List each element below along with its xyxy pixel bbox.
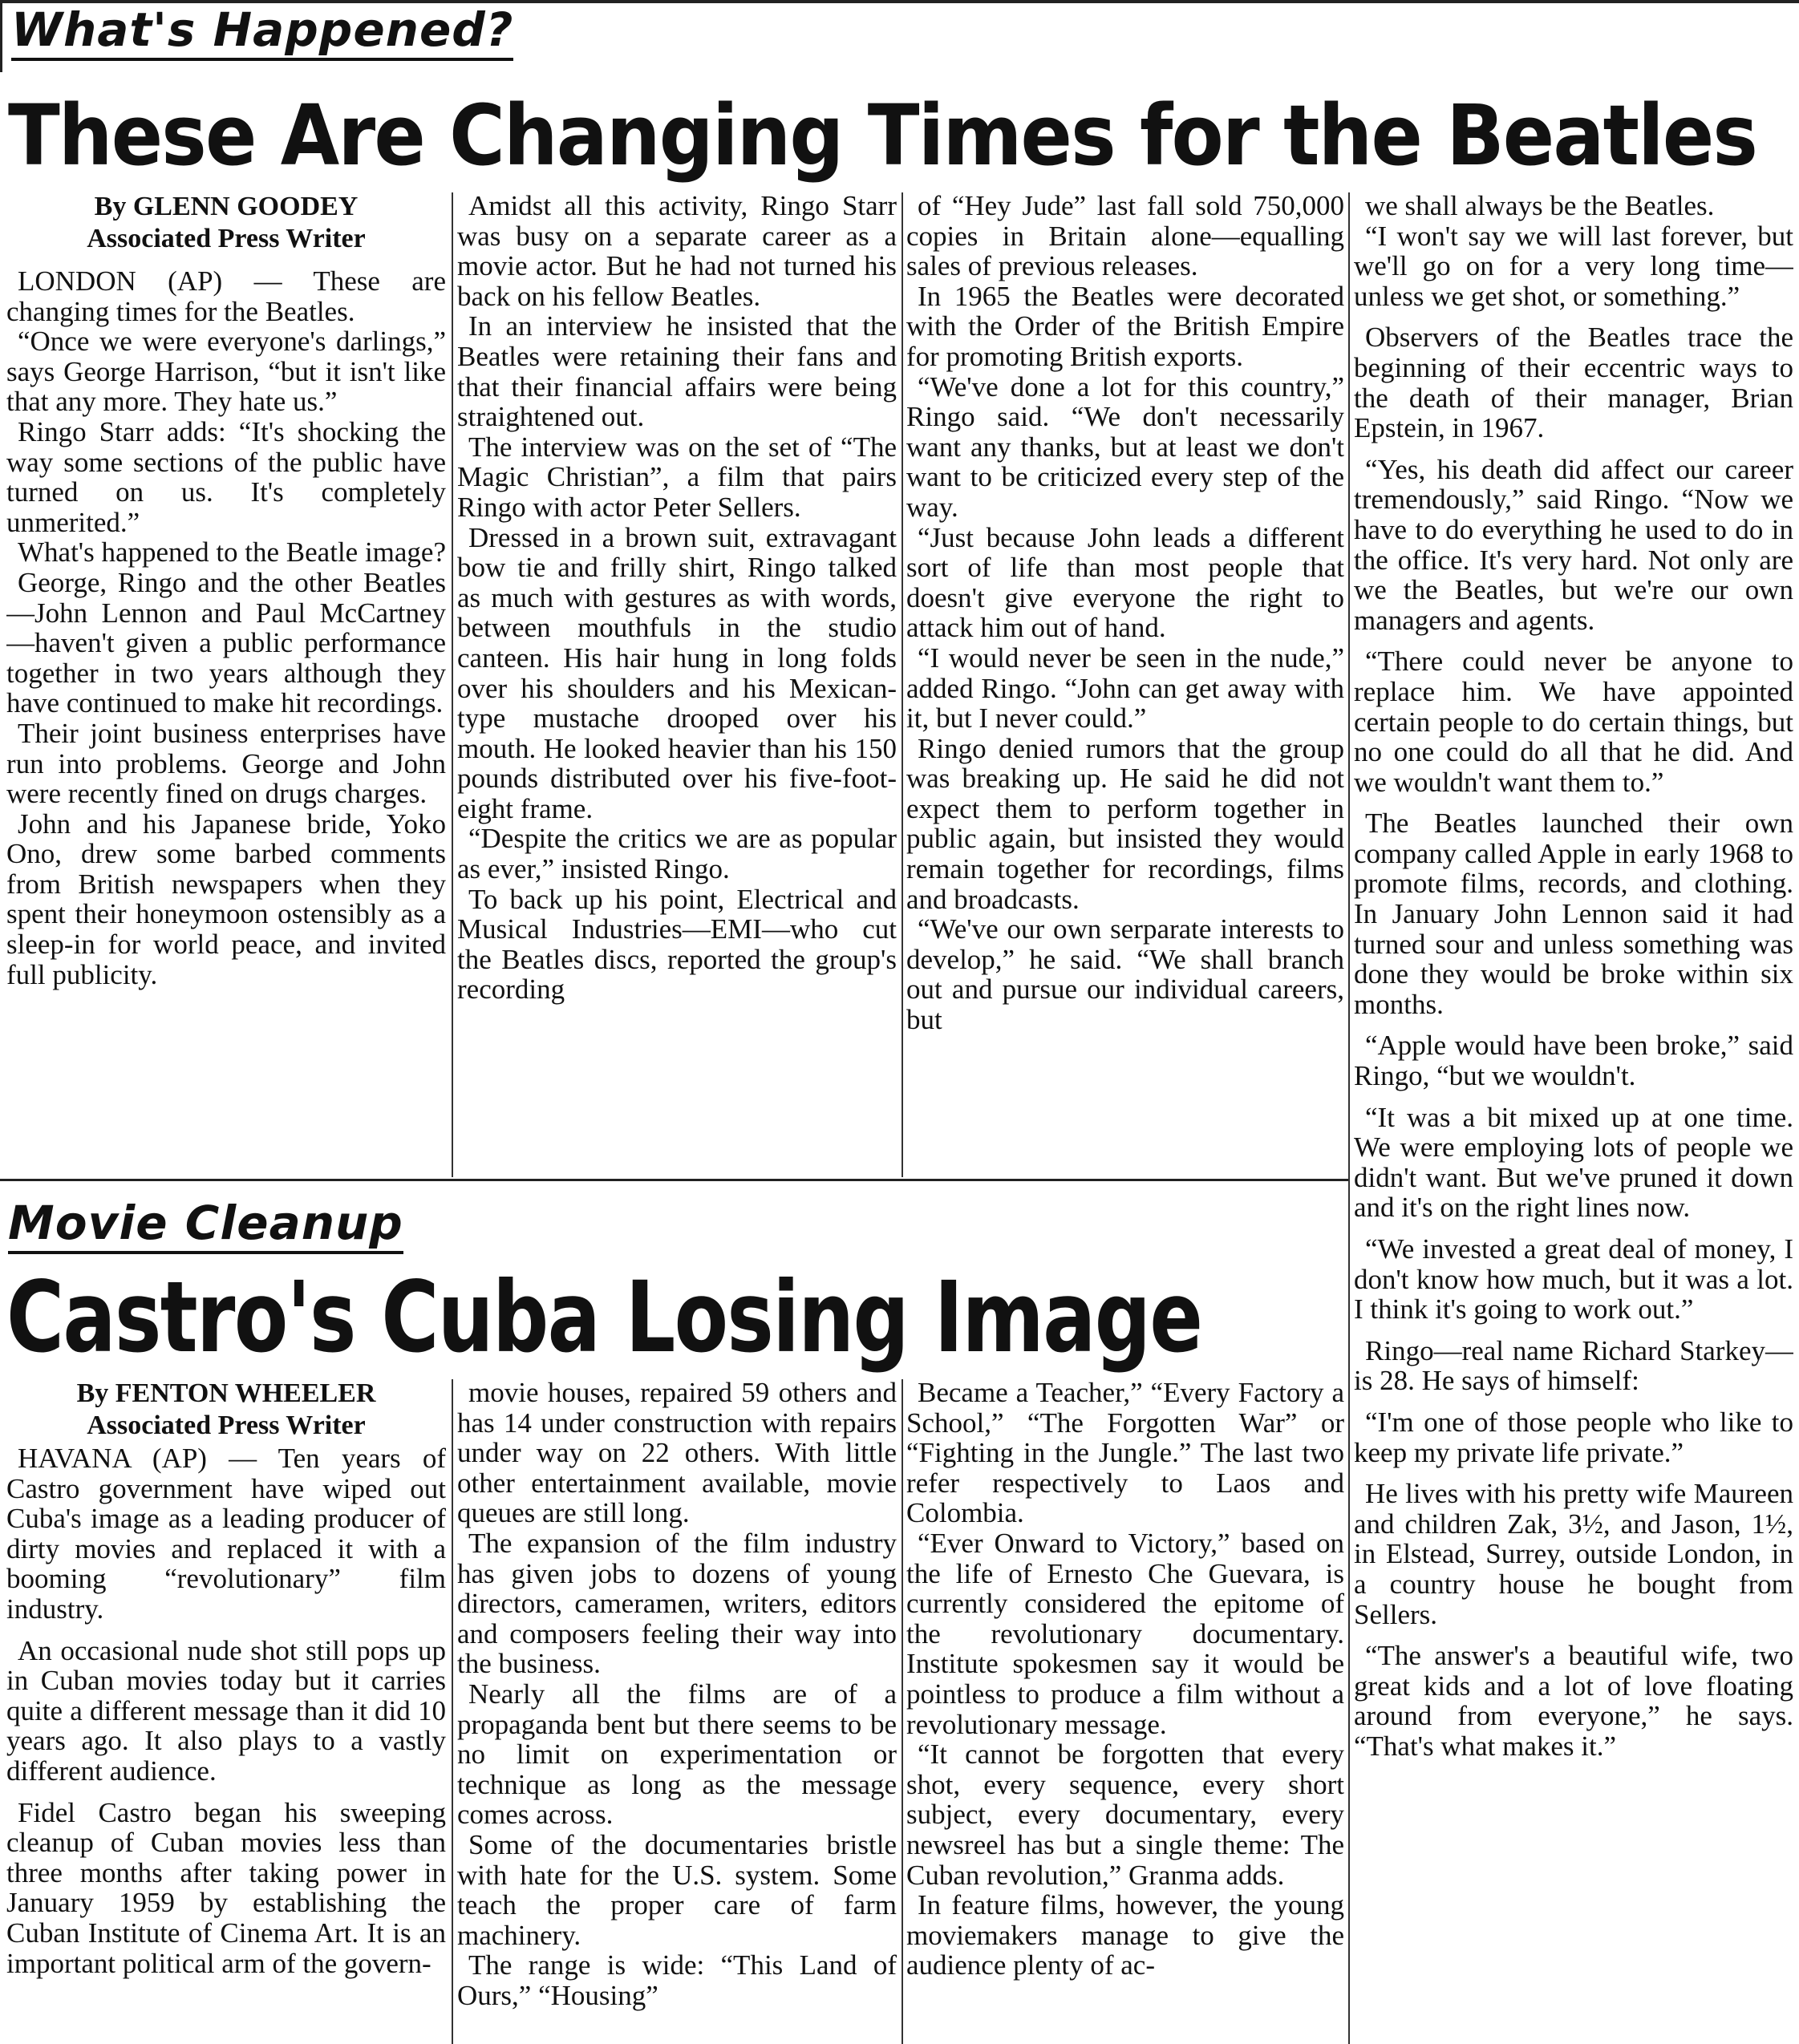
paragraph: we shall always be the Beatles. [1365,191,1715,221]
paragraph: “We invested a great deal of money, I don't know how much, but it was a lot. I think it's going to work out.” [1354,1233,1793,1326]
article2-kicker: Movie Cleanup [8,1195,403,1254]
column-divider [902,192,903,1177]
paragraph: “Apple would have been broke,” said Ringo, “but we wouldn't. [1354,1030,1793,1092]
article1-column-3 [906,191,1344,1179]
byline-role: Associated Press Writer [87,1411,366,1440]
article1-byline [6,191,446,255]
paragraph: LONDON (AP) — These are changing times for the Beatles. [6,265,446,327]
paragraph: The range is wide: “This Land of Ours,” “Housing” [457,1949,897,2011]
paragraph: movie houses, repaired 59 others and has 14 under construction with repairs under way on 22 others. With little other entertainment available, movie queues are still long. [457,1378,897,1529]
article2-headline: Castro's Cuba Losing Image [6,1261,1202,1374]
paragraph: “Once we were everyone's darlings,” says George Harrison, “but it isn't like that any more. They hate us.” [6,326,446,418]
paragraph: What's happened to the Beatle image? [18,536,446,569]
paragraph: In an interview he insisted that the Beatles were retaining their fans and that their financial affairs were being straightened out. [457,310,897,433]
paragraph: In 1965 the Beatles were decorated with the Order of the British Empire for promoting British exports. [906,280,1344,372]
paragraph: To back up his point, Electrical and Musical Industries—EMI—who cut the Beatles discs, reported the group's recording [457,883,897,1006]
paragraph: “I would never be seen in the nude,” added Ringo. “John can get away with it, but I never could.” [906,642,1344,735]
paragraph: “There could never be anyone to replace him. We have appointed certain people to do certain things, but no one could do all that he did. And we wouldn't want them to.” [1354,646,1793,798]
byline-author: By GLENN GOODEY [94,192,359,221]
paragraph: Fidel Castro began his sweeping cleanup of Cuban movies less than three months after taking power in January 1959 by establishing the Cuban Institute of Cinema Art. It is an important political arm of the govern- [6,1796,446,1979]
paragraph: “Just because John leads a different sort of life than most people that doesn't give everyone the right to attack him out of hand. [906,521,1344,644]
paragraph: Dressed in a brown suit, extravagant bow tie and frilly shirt, Ringo talked as much with gestures as with words, between mouthfuls in the studio canteen. His hair hung in long folds over his shoulders and his Mexican-type mustache drooped over his mouth. He looked heavier than his 150 pounds distributed over his five-foot-eight frame. [457,521,897,824]
paragraph: George, Ringo and the other Beatles—John Lennon and Paul McCartney—haven't given a public performance together in two years although they have continued to make hit recordings. [6,566,446,719]
article1-column-2 [457,191,897,1179]
paragraph: Ringo denied rumors that the group was breaking up. He said he did not expect them to perform together in public again, but insisted they would remain together for recordings, films and broadcasts. [906,732,1344,915]
paragraph: “Yes, his death did affect our career tremendously,” said Ringo. “Now we have to do everything he used to do in the office. It's very hard. Not only are we the Beatles, but we're our own managers and agents. [1354,453,1793,636]
paragraph: Amidst all this activity, Ringo Starr was busy on a separate career as a movie actor. But he had not turned his back on his fellow Beatles. [457,191,897,312]
paragraph: HAVANA (AP) — Ten years of Castro government have wiped out Cuba's image as a leading producer of dirty movies and replaced it with a booming “revolutionary” film industry. [6,1443,446,1625]
paragraph: In feature films, however, the young moviemakers manage to give the audience plenty of ac- [906,1889,1344,1981]
paragraph: “I won't say we will last forever, but we'll go on for a very long time—unless we get shot, or something.” [1354,220,1793,312]
column-divider [452,1379,453,2044]
paragraph: “I'm one of those people who like to keep my private life private.” [1354,1406,1793,1468]
paragraph: The Beatles launched their own company called Apple in early 1968 to promote films, records, and clothing. In January John Lennon said it had turned sour and unless something was done they would be broke within six months. [1354,807,1793,1020]
paragraph: Some of the documentaries bristle with hate for the U.S. system. Some teach the proper care of farm machinery. [457,1828,897,1951]
column-divider [1348,192,1350,2044]
paragraph: “We've done a lot for this country,” Ringo said. “We don't necessarily want any thanks, but at least we don't want to be criticized every step of the way. [906,370,1344,523]
paragraph: He lives with his pretty wife Maureen and children Zak, 3½, and Jason, 1½, in Elstead, Surrey, outside London, in a country house he bought from Sellers. [1354,1478,1793,1630]
byline-author: By FENTON WHEELER [76,1378,376,1408]
paragraph: “Ever Onward to Victory,” based on the life of Ernesto Che Guevara, is currently considered the epitome of the revolutionary documentary. Institute spokesmen say it would be pointless to produce a film without a revolutionary message. [906,1527,1344,1740]
paragraph: of “Hey Jude” last fall sold 750,000 copies in Britain alone—equalling sales of previous releases. [906,191,1344,282]
paragraph: “It cannot be forgotten that every shot, every sequence, every short subject, every documentary, every newsreel has but a single theme: The Cuban revolution,” Granma adds. [906,1738,1344,1891]
article2-column-3 [906,1378,1344,2044]
paragraph: Became a Teacher,” “Every Factory a School,” “The Forgotten War” or “Fighting in the Jungle.” The last two refer respectively to Laos and Colombia. [906,1378,1344,1529]
article1-kicker: What's Happened? [11,2,513,61]
paragraph: The expansion of the film industry has given jobs to dozens of young directors, cameramen, writers, editors and composers feeling their way into the business. [457,1527,897,1680]
article1-column-4 [1354,191,1793,2044]
article2-column-1 [6,1378,446,2044]
paragraph: Ringo Starr adds: “It's shocking the way some sections of the public have turned on us. It's completely unmerited.” [6,415,446,538]
paragraph: Nearly all the films are of a propaganda bent but there seems to be no limit on experimentation or technique as long as the message comes across. [457,1678,897,1831]
paragraph: The interview was on the set of “The Magic Christian”, a film that pairs Ringo with actor Peter Sellers. [457,431,897,523]
paragraph: Ringo—real name Richard Starkey—is 28. He says of himself: [1354,1334,1793,1397]
paragraph: “Despite the critics we are as popular as ever,” insisted Ringo. [457,823,897,885]
article-separator [0,1179,1348,1181]
paragraph: “We've our own serparate interests to develop,” he said. “We shall branch out and pursue our individual careers, but [906,913,1344,1036]
column-divider [902,1379,903,2044]
article1-column-1 [6,191,446,1179]
paragraph: Observers of the Beatles trace the beginning of their eccentric ways to the death of their manager, Brian Epstein, in 1967. [1354,322,1793,444]
paragraph: John and his Japanese bride, Yoko Ono, drew some barbed comments from British newspapers when they spent their honeymoon ostensibly as a sleep-in for world peace, and invited full publicity. [6,807,446,990]
article2-column-2 [457,1378,897,2044]
paragraph: Their joint business enterprises have run into problems. George and John were recently fined on drugs charges. [6,717,446,810]
paragraph: “It was a bit mixed up at one time. We were employing lots of people we didn't want. But we've pruned it down and it's on the right lines now. [1354,1101,1793,1224]
byline-role: Associated Press Writer [87,224,366,253]
column-divider [452,192,453,1177]
paragraph: “The answer's a beautiful wife, two great kids and a lot of love floating around from everyone,” he says. “That's what makes it.” [1354,1640,1793,1762]
article2-byline [6,1378,446,1442]
paragraph: An occasional nude shot still pops up in Cuban movies today but it carries quite a different message than it did 10 years ago. It also plays to a vastly different audience. [6,1634,446,1787]
article1-headline: These Are Changing Times for the Beatles [8,87,1757,184]
left-rule [0,0,2,72]
